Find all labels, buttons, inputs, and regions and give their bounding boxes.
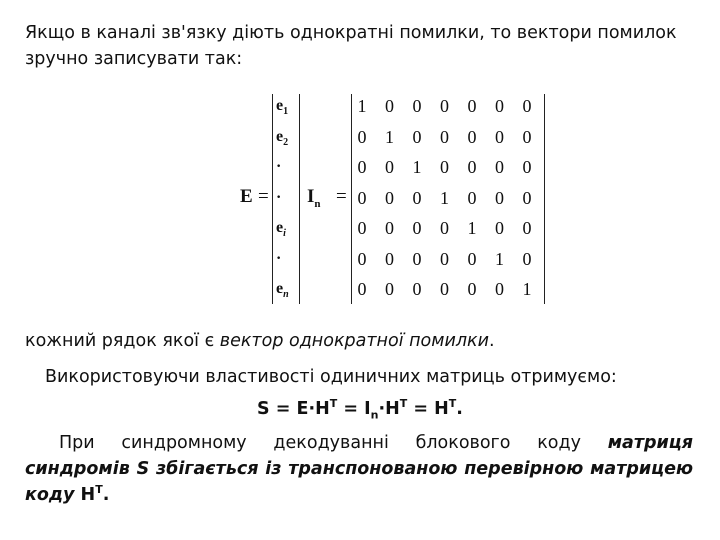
matrix-cell: 0 xyxy=(385,248,394,269)
syndrome-sup: T xyxy=(95,483,103,497)
matrix-cell: 0 xyxy=(495,187,504,208)
syndrome-text-3: H xyxy=(80,485,96,505)
matrix-cell: 0 xyxy=(522,157,532,177)
matrix-cell: 0 xyxy=(357,279,367,299)
syndrome-text-1: При синдромному декодуванні блокового коду xyxy=(59,433,608,453)
matrix-cell: 1 xyxy=(412,157,422,177)
matrix-e-symbol: E xyxy=(240,186,253,207)
matrix-cell: 0 xyxy=(357,218,367,238)
vector-entry xyxy=(276,155,306,179)
matrix-cell: 0 xyxy=(440,96,449,116)
syndrome-text-2: матриця синдромів S збігається із транспонованою перевірною матрицею коду xyxy=(25,433,693,505)
matrix-cell: 0 xyxy=(385,187,394,208)
vector-symbol: e xyxy=(276,127,284,145)
syndrome-paragraph xyxy=(25,430,693,508)
matrix-cell: 0 xyxy=(467,157,477,177)
identity-matrix-symbol xyxy=(307,186,321,208)
matrix-cell: 0 xyxy=(467,187,477,208)
vector-symbol: · xyxy=(276,249,282,267)
matrix-cell: 0 xyxy=(522,218,532,238)
left-bar xyxy=(272,94,273,304)
matrix-cell: 0 xyxy=(495,96,504,116)
vector-entry xyxy=(276,94,306,118)
matrix-cell: 0 xyxy=(440,126,449,147)
syndrome-formula xyxy=(0,396,720,422)
identity-subscript: n xyxy=(314,197,321,210)
vector-symbol: · xyxy=(276,158,282,175)
matrix-cell: 0 xyxy=(385,157,394,177)
row-description xyxy=(25,328,693,354)
vector-symbol: e xyxy=(276,280,284,297)
matrix-cell: 0 xyxy=(495,279,504,299)
matrix-cell: 0 xyxy=(357,126,367,147)
matrix-cell: 0 xyxy=(412,96,422,116)
vector-entry xyxy=(276,125,306,149)
formula-part-2: = I xyxy=(337,399,371,419)
formula-sup-4: T xyxy=(448,397,457,411)
matrix-cell: 0 xyxy=(412,218,422,238)
equals-sign: = xyxy=(258,186,269,207)
row-text-italic: вектор однократної помилки xyxy=(219,331,489,351)
properties-sentence: Використовуючи властивості одиничних матриць отримуємо: xyxy=(45,367,617,387)
matrix-cell: 1 xyxy=(467,218,477,238)
matrix-cell: 0 xyxy=(412,187,422,208)
matrix-cell: 0 xyxy=(522,187,532,208)
matrix-cell: 0 xyxy=(412,248,422,269)
matrix-cell: 0 xyxy=(467,126,477,147)
matrix-cell: 0 xyxy=(467,248,477,269)
vector-symbol: e xyxy=(276,219,284,236)
formula-sup-1: T xyxy=(329,397,338,411)
matrix-cell: 1 xyxy=(440,187,449,208)
vector-index: n xyxy=(283,289,289,301)
matrix-cell: 0 xyxy=(495,218,504,238)
matrix-cell: 1 xyxy=(495,248,504,269)
matrix-cell: 0 xyxy=(467,279,477,299)
vector-entry xyxy=(276,277,306,301)
matrix-right-bar xyxy=(544,94,545,304)
matrix-cell: 0 xyxy=(495,157,504,177)
formula-part-4: = H xyxy=(407,399,449,419)
vector-index: 2 xyxy=(283,136,289,148)
vector-entry xyxy=(276,186,306,210)
formula-part-5: . xyxy=(456,399,463,419)
formula-part-1: S = E·H xyxy=(257,399,330,419)
matrix-cell: 1 xyxy=(385,126,394,147)
matrix-cell: 0 xyxy=(522,126,532,147)
matrix-cell: 0 xyxy=(412,126,422,147)
matrix-cell: 0 xyxy=(440,279,449,299)
matrix-cell: 0 xyxy=(385,96,394,116)
matrix-cell: 0 xyxy=(385,279,394,299)
matrix-cell: 0 xyxy=(440,157,449,177)
vector-index: i xyxy=(283,228,286,240)
matrix-cell: 0 xyxy=(522,248,532,269)
matrix-cell: 1 xyxy=(522,279,532,299)
intro-paragraph: Якщо в каналі зв'язку діють однократні помилки, то вектори помилок зручно записувати так: xyxy=(25,23,677,69)
formula-sub-2: n xyxy=(370,408,379,422)
right-bar xyxy=(299,94,300,304)
syndrome-text-4: . xyxy=(102,485,110,505)
matrix-cell: 0 xyxy=(357,157,367,177)
matrix-cell: 0 xyxy=(412,279,422,299)
matrix-cell: 0 xyxy=(522,96,532,116)
vector-entry xyxy=(276,216,306,240)
vector-index: 1 xyxy=(283,106,289,118)
matrix-cell: 0 xyxy=(357,248,367,269)
formula-part-3: ·H xyxy=(378,399,400,419)
row-text-post: . xyxy=(488,331,495,351)
vector-symbol: e xyxy=(276,97,284,114)
vector-symbol: · xyxy=(276,188,282,206)
matrix-cell: 0 xyxy=(440,248,449,269)
matrix-cell: 0 xyxy=(357,187,367,208)
matrix-cell: 0 xyxy=(385,218,394,238)
matrix-cell: 0 xyxy=(495,126,504,147)
matrix-cell: 0 xyxy=(440,218,449,238)
vector-entry xyxy=(276,247,306,271)
matrix-cell: 1 xyxy=(357,96,367,116)
row-text-pre: кожний рядок якої є xyxy=(25,331,220,351)
matrix-cell: 0 xyxy=(467,96,477,116)
formula-sup-3: T xyxy=(399,397,408,411)
identity-main: I xyxy=(307,186,315,207)
equals-sign-2: = xyxy=(336,186,347,207)
